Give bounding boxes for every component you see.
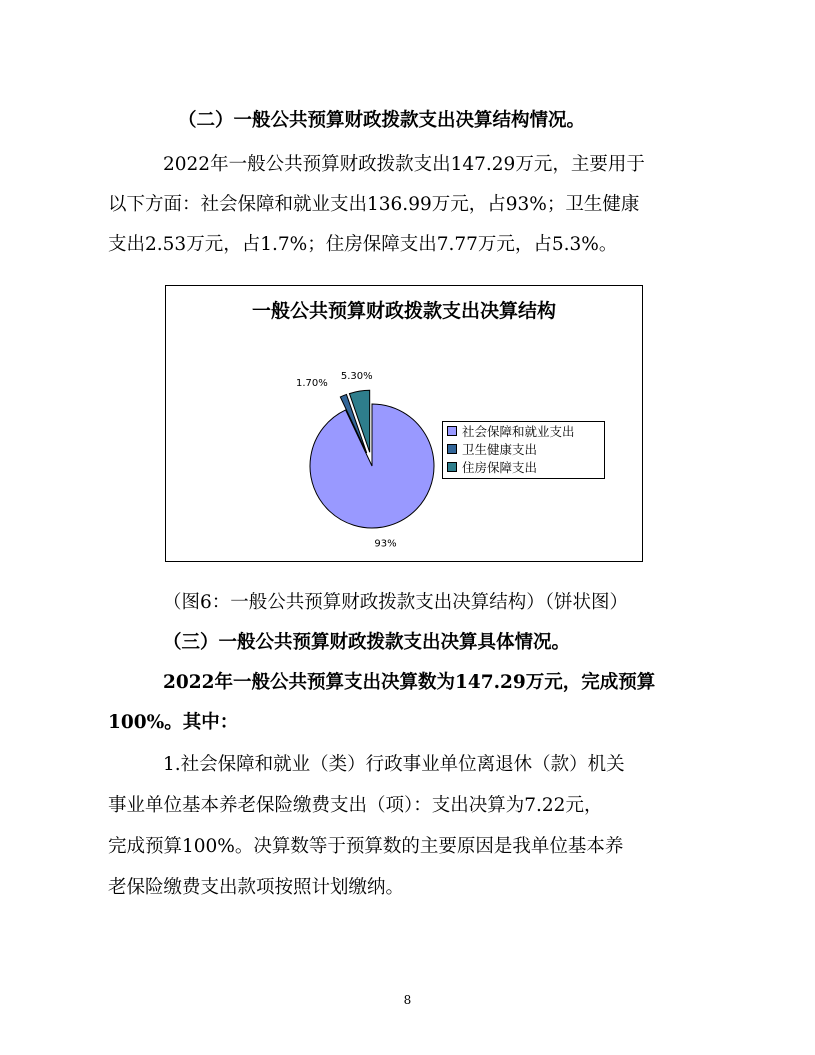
legend-swatch <box>447 426 457 436</box>
data-label-health: 1.70% <box>295 377 328 389</box>
paragraph-line: 支出2.53万元，占1.7%；住房保障支出7.77万元，占5.3%。 <box>108 234 618 255</box>
paragraph-line: 完成预算100%。决算数等于预算数的主要原因是我单位基本养 <box>108 836 624 857</box>
legend-label: 卫生健康支出 <box>462 442 538 457</box>
paragraph-line: 老保险缴费支出款项按照计划缴纳。 <box>108 877 405 898</box>
data-label-housing: 5.30% <box>340 371 373 383</box>
page-number: 8 <box>403 993 412 1007</box>
figure-caption: （图6：一般公共预算财政拨款支出决算结构）（饼状图） <box>163 592 629 613</box>
pie-chart <box>165 285 643 562</box>
section-heading-2: （二）一般公共预算财政拨款支出决算结构情况。 <box>178 110 586 131</box>
legend-item-social-security <box>443 422 604 440</box>
paragraph-line: 以下方面：社会保障和就业支出136.99万元，占93%；卫生健康 <box>108 194 640 215</box>
paragraph-line: 事业单位基本养老保险缴费支出（项）：支出决算为7.22元， <box>108 795 603 816</box>
legend-label: 社会保障和就业支出 <box>462 424 575 439</box>
legend-item-housing <box>443 458 604 476</box>
paragraph-line: 1.社会保障和就业（类）行政事业单位离退休（款）机关 <box>163 754 625 775</box>
legend-item-health <box>443 440 604 458</box>
pie-slice-social-security <box>310 404 434 528</box>
legend-swatch <box>447 462 457 472</box>
data-label-social-security: 93% <box>374 538 397 550</box>
section-heading-3: （三）一般公共预算财政拨款支出决算具体情况。 <box>163 632 571 653</box>
legend-swatch <box>447 444 457 454</box>
paragraph-line: 2022年一般公共预算财政拨款支出147.29万元，主要用于 <box>163 154 645 175</box>
paragraph-line: 2022年一般公共预算支出决算数为147.29万元，完成预算 <box>163 672 656 693</box>
chart-legend <box>442 421 605 479</box>
paragraph-line: 100%。其中： <box>108 712 239 733</box>
legend-label: 住房保障支出 <box>462 460 538 475</box>
chart-title: 一般公共预算财政拨款支出决算结构 <box>251 300 556 322</box>
